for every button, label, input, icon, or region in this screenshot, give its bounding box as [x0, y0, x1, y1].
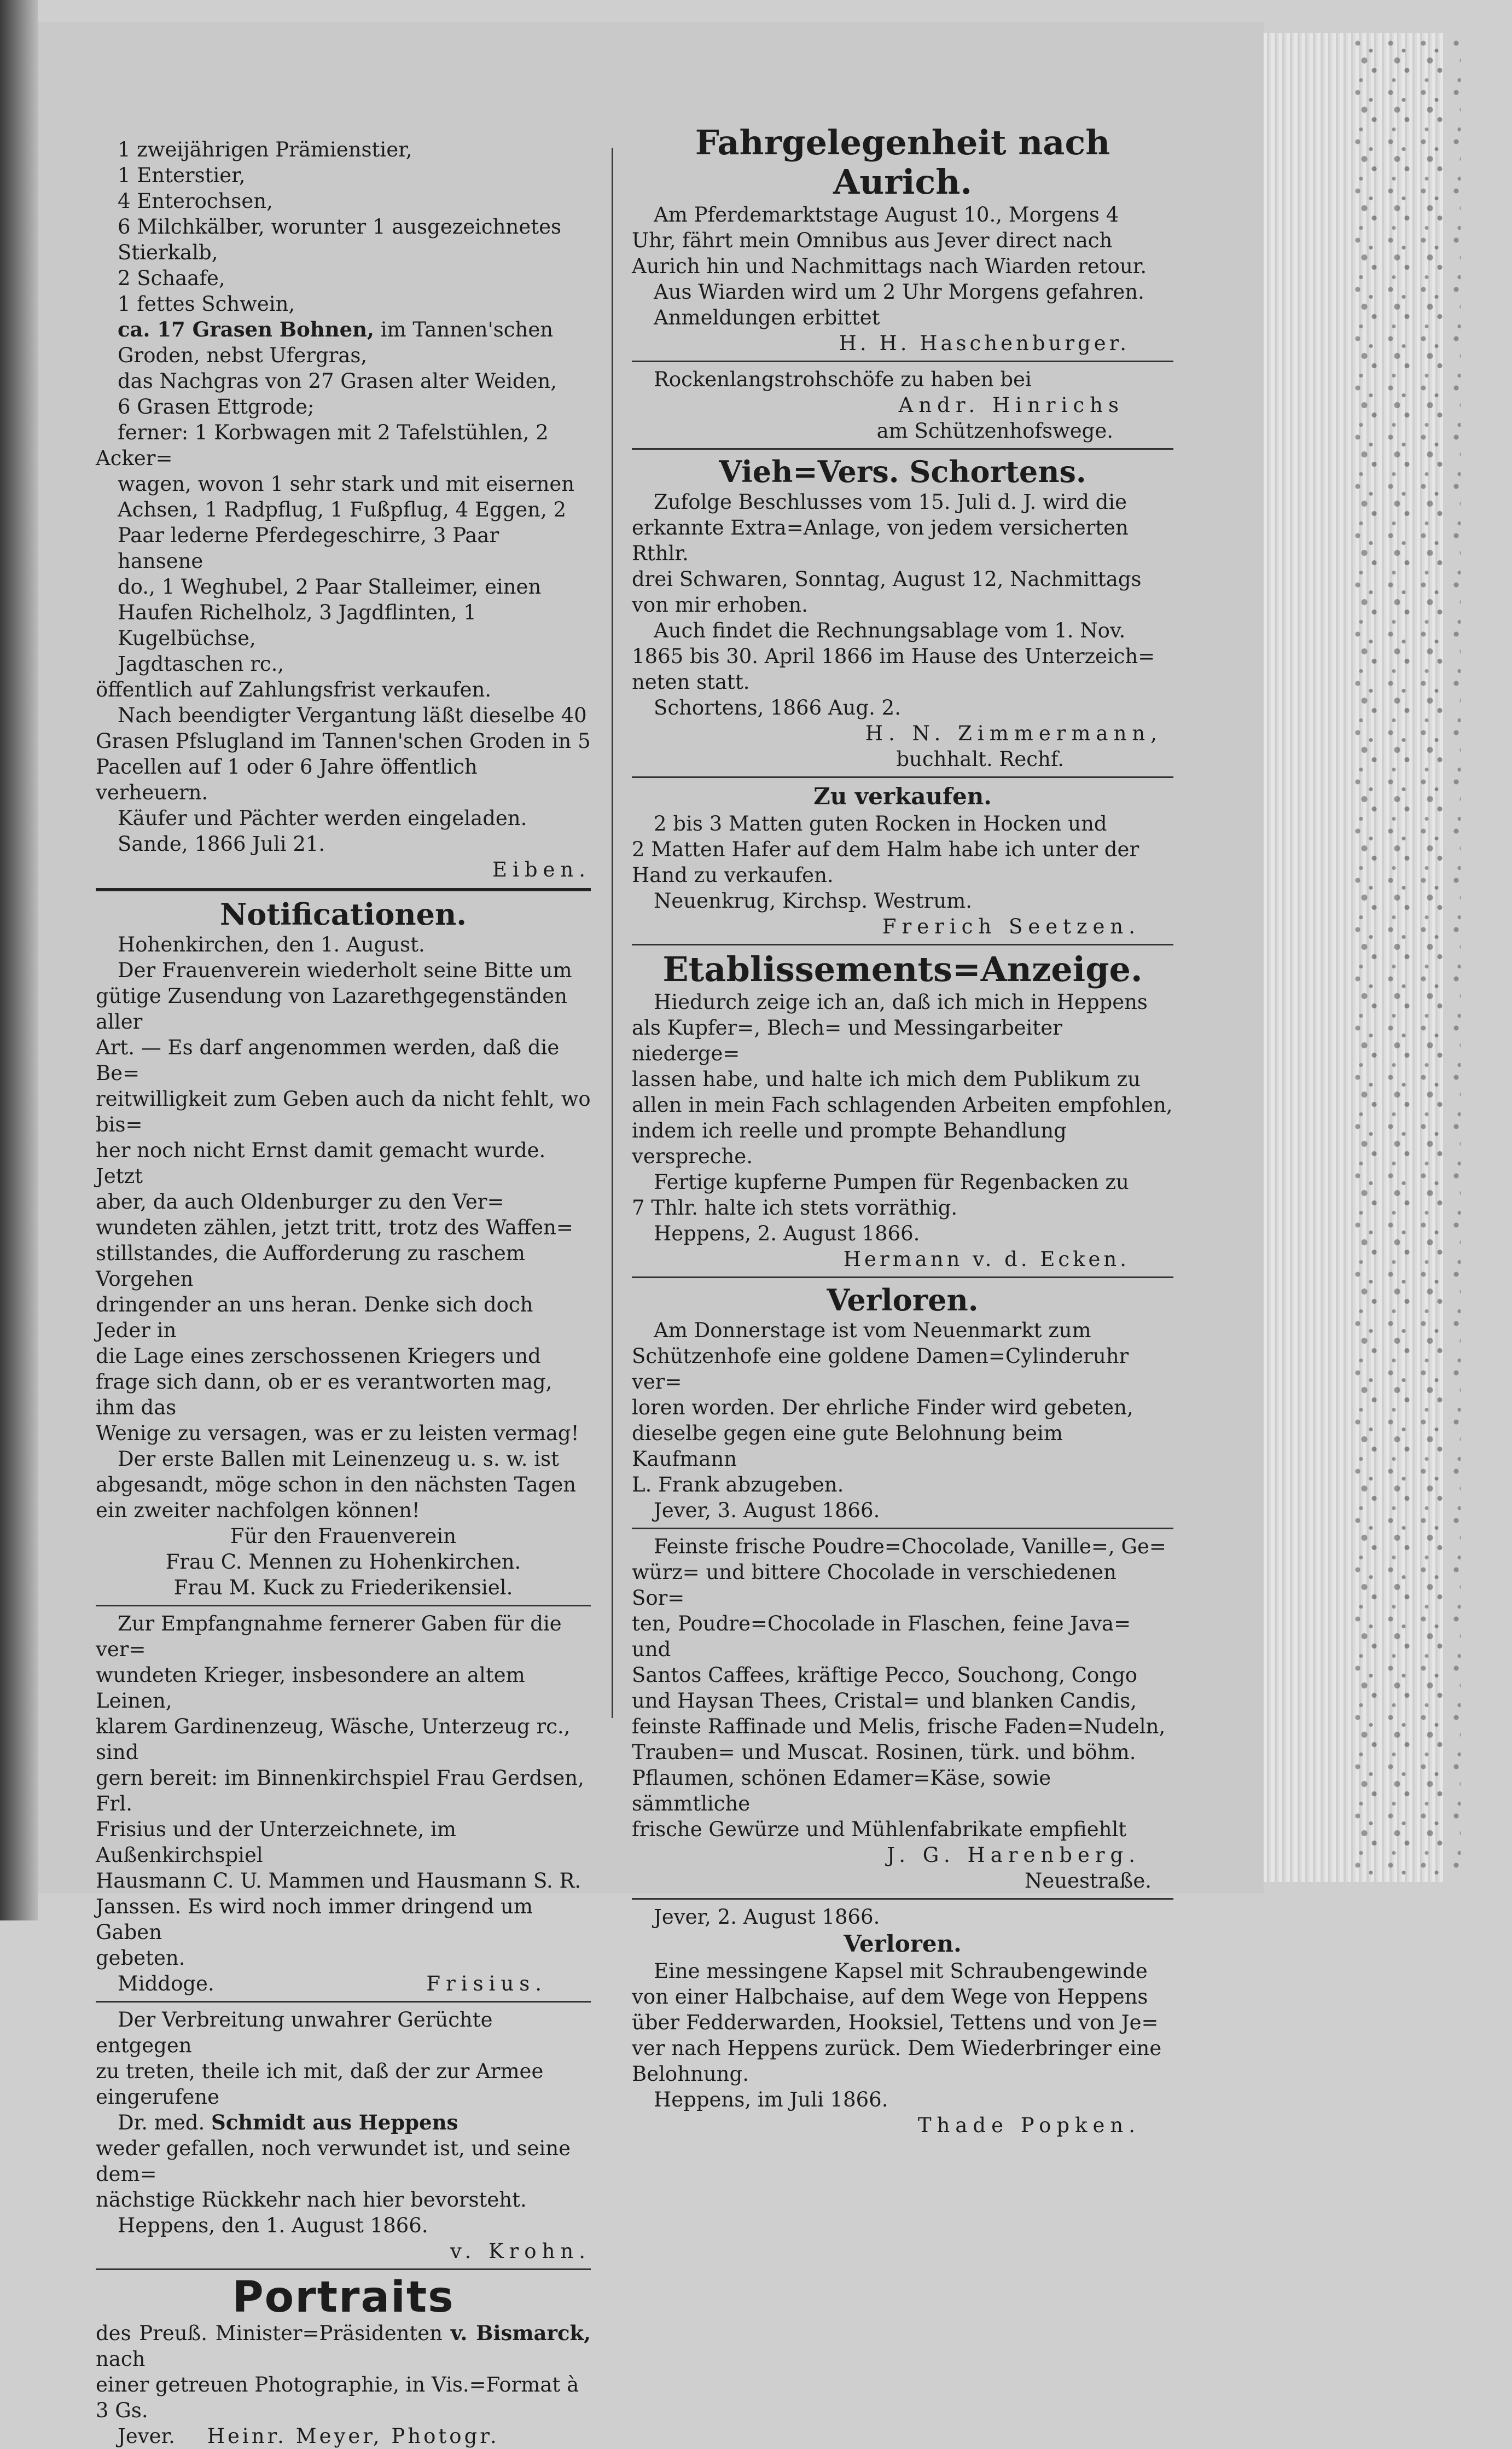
- text-line: von einer Halbchaise, auf dem Wege von Heppens: [632, 1985, 1148, 2009]
- text-line: Pflaumen, schönen Edamer=Käse, sowie sämmtliche: [632, 1766, 1051, 1815]
- text-line: Art. — Es darf angenommen werden, daß die Be=: [96, 1036, 560, 1085]
- text-line: Wenige zu versagen, was er zu leisten vermag!: [96, 1421, 579, 1445]
- signature-title: buchhalt. Rechf.: [896, 747, 1064, 771]
- empfangnahme-notice: [96, 1611, 591, 1997]
- text-line: Fertige kupferne Pumpen für Regenbacken zu: [654, 1170, 1129, 1194]
- text-line: Janssen. Es wird noch immer dringend um Gaben: [96, 1895, 533, 1944]
- text-line: klarem Gardinenzeug, Wäsche, Unterzeug rc., sind: [96, 1715, 571, 1764]
- etablissement-notice: [632, 989, 1173, 1272]
- text-line: Hiedurch zeige ich an, daß ich mich in Heppens: [654, 990, 1148, 1014]
- text-line: weder gefallen, noch verwundet ist, und seine dem=: [96, 2137, 571, 2186]
- bohnen-rest: im Tannen'schen: [380, 318, 554, 341]
- place-date: Neuenkrug, Kirchsp. Westrum.: [654, 889, 973, 913]
- text-line: Am Pferdemarktstage August 10., Morgens 4: [654, 203, 1119, 227]
- signature: H. H. Haschenburger.: [839, 332, 1130, 355]
- section-heading: Verloren.: [844, 1930, 962, 1957]
- auction-item: 6 Grasen Ettgrode;: [118, 395, 315, 419]
- text-line: Frisius und der Unterzeichnete, im Außenkirchspiel: [96, 1818, 456, 1867]
- nach-line: Pacellen auf 1 oder 6 Jahre öffentlich verheuern.: [96, 755, 478, 804]
- signature: Für den Frauenverein: [230, 1524, 457, 1548]
- section-rule: [632, 1276, 1173, 1278]
- place-date: Heppens, im Juli 1866.: [654, 2088, 888, 2111]
- section-heading: Notificationen.: [219, 897, 467, 932]
- signature: Frisius.: [426, 1972, 547, 1995]
- text-line: würz= und bittere Chocolade in verschiedenen Sor=: [632, 1560, 1117, 1610]
- text-line: her noch nicht Ernst damit gemacht wurde. Jetzt: [96, 1139, 546, 1188]
- text-line: über Fedderwarden, Hooksiel, Tettens und von Je=: [632, 2011, 1159, 2034]
- place-date: Heppens, 2. August 1866.: [654, 1222, 920, 1245]
- text-line: wundeten zählen, jetzt tritt, trotz des Waffen=: [96, 1216, 573, 1239]
- signature: Thade Popken.: [917, 2114, 1141, 2137]
- section-heading: Fahrgelegenheit nach Aurich.: [695, 123, 1110, 202]
- auction-list: [96, 137, 591, 883]
- text-line: Hand zu verkaufen.: [632, 863, 834, 887]
- text-line: frische Gewürze und Mühlenfabrikate empfiehlt: [632, 1818, 1127, 1841]
- text-line: Santos Caffees, kräftige Pecco, Souchong, Congo: [632, 1663, 1138, 1687]
- section-rule: [632, 361, 1173, 362]
- text-line: Der erste Ballen mit Leinenzeug u. s. w. ist: [118, 1447, 559, 1471]
- ferner-line: do., 1 Weghubel, 2 Paar Stalleimer, einen: [118, 575, 542, 599]
- signature: J. G. Harenberg.: [887, 1843, 1141, 1867]
- ferner-line: Paar lederne Pferdegeschirre, 3 Paar hansene: [118, 524, 499, 573]
- text-line: 1865 bis 30. April 1866 im Hause des Unterzeich=: [632, 645, 1155, 668]
- text-line: Auch findet die Rechnungsablage vom 1. Nov.: [654, 619, 1126, 642]
- title-prefix: Dr. med.: [118, 2111, 205, 2134]
- signature-line: [96, 2423, 591, 2449]
- portraits-ad: [96, 2274, 591, 2449]
- text-line: ein zweiter nachfolgen können!: [96, 1499, 420, 1522]
- chocolade-ad: [632, 1534, 1173, 1894]
- bohnen-line: [96, 317, 591, 343]
- signature: Andr. Hinrichs: [898, 393, 1124, 417]
- text-line: Rockenlangstrohschöfe zu haben bei: [654, 368, 1032, 391]
- text-line: gebeten.: [96, 1946, 185, 1970]
- signature-line: [96, 1971, 591, 1997]
- text-line: zu treten, theile ich mit, daß der zur Armee eingerufene: [96, 2059, 544, 2109]
- text-line: dringender an uns heran. Denke sich doch Jeder in: [96, 1293, 533, 1342]
- section-rule: [96, 2268, 591, 2270]
- section-heading: Zu verkaufen.: [813, 783, 992, 810]
- text-line: Zufolge Beschlusses vom 15. Juli d. J. wird die: [654, 490, 1127, 514]
- text-line: gern bereit: im Binnenkirchspiel Frau Gerdsen, Frl.: [96, 1766, 584, 1815]
- place-date: Jever, 2. August 1866.: [654, 1905, 880, 1929]
- text-line: 7 Thlr. halte ich stets vorräthig.: [632, 1196, 958, 1220]
- auction-item: 6 Milchkälber, worunter 1 ausgezeichnetes: [118, 215, 561, 239]
- ferner-line: Haufen Richelholz, 3 Jagdflinten, 1 Kugelbüchse,: [118, 601, 476, 650]
- text-line: Der Frauenverein wiederholt seine Bitte um: [118, 959, 572, 982]
- vieh-notice: [632, 489, 1173, 772]
- rocken-notice: [632, 367, 1173, 444]
- text-line: feinste Raffinade und Melis, frische Faden=Nudeln,: [632, 1715, 1166, 1738]
- text-line: loren worden. Der ehrliche Finder wird gebeten,: [632, 1396, 1133, 1419]
- text-line: indem ich reelle und prompte Behandlung verspreche.: [632, 1119, 1067, 1168]
- place-date: Heppens, den 1. August 1866.: [118, 2214, 428, 2237]
- signature: H. N. Zimmermann,: [865, 722, 1162, 745]
- text-line: von mir erhoben.: [632, 593, 808, 617]
- auction-item: 2 Schaafe,: [118, 266, 225, 290]
- text-line: Zur Empfangnahme fernerer Gaben für die ver=: [96, 1612, 562, 1661]
- nach-line: Grasen Pfslugland im Tannen'schen Groden in 5: [96, 729, 591, 753]
- kaeufer-line: Käufer und Pächter werden eingeladen.: [118, 806, 527, 830]
- text-line: neten statt.: [632, 670, 750, 694]
- kapsel-notice: [632, 1958, 1173, 2138]
- text-line: erkannte Extra=Anlage, von jedem versicherten Rthlr.: [632, 516, 1129, 565]
- schmidt-notice: [96, 2007, 591, 2264]
- ferner-line: Jagdtaschen rc.,: [118, 652, 284, 676]
- text-line: 2 bis 3 Matten guten Rocken in Hocken und: [654, 812, 1107, 835]
- section-rule: [632, 448, 1173, 450]
- foxing-spots: [1351, 38, 1461, 1877]
- text-line: Hausmann C. U. Mammen und Hausmann S. R.: [96, 1869, 581, 1893]
- address: am Schützenhofswege.: [876, 419, 1113, 443]
- signature: v. Krohn.: [450, 2239, 591, 2263]
- text-line: Schützenhofe eine goldene Damen=Cylinderuhr ver=: [632, 1344, 1129, 1394]
- place: Jever.: [118, 2424, 175, 2448]
- text-line: gütige Zusendung von Lazarethgegenständen aller: [96, 984, 567, 1034]
- person-name: Schmidt aus Heppens: [211, 2110, 458, 2134]
- auction-item: Stierkalb,: [118, 241, 218, 264]
- text-line: Anmeldungen erbittet: [654, 306, 880, 329]
- text-line: ten, Poudre=Chocolade in Flaschen, feine Java= und: [632, 1612, 1131, 1661]
- section-heading: Verloren.: [827, 1282, 979, 1318]
- text-line: abgesandt, möge schon in den nächsten Tagen: [96, 1473, 577, 1496]
- auction-item: 1 Enterstier,: [118, 164, 246, 187]
- place-date: Hohenkirchen, den 1. August.: [118, 933, 425, 956]
- signature: Eiben.: [492, 858, 591, 881]
- text-line: nächstige Rückkehr nach hier bevorsteht.: [96, 2188, 527, 2212]
- text-line: ver nach Heppens zurück. Dem Wiederbringer eine: [632, 2036, 1162, 2060]
- signature: Heinr. Meyer, Photogr.: [207, 2424, 499, 2448]
- right-column: [632, 123, 1173, 2138]
- ferner-line: Achsen, 1 Radpflug, 1 Fußpflug, 4 Eggen, 2: [118, 498, 567, 521]
- section-rule: [632, 1898, 1173, 1900]
- text-line: 2 Matten Hafer auf dem Halm habe ich unter der: [632, 838, 1139, 861]
- text: des Preuß. Minister=Präsidenten: [96, 2322, 443, 2345]
- signature: Frau C. Mennen zu Hohenkirchen.: [165, 1550, 521, 1574]
- text-line: L. Frank abzugeben.: [632, 1473, 844, 1496]
- text-line: Trauben= und Muscat. Rosinen, türk. und böhm.: [632, 1740, 1136, 1764]
- text-line: Uhr, fährt mein Omnibus aus Jever direct nach: [632, 229, 1113, 252]
- text: nach: [96, 2347, 146, 2371]
- signature: Frerich Seetzen.: [882, 915, 1141, 938]
- text-line: Am Donnerstage ist vom Neuenmarkt zum: [654, 1319, 1091, 1342]
- text-line: einer getreuen Photographie, in Vis.=Format à 3 Gs.: [96, 2373, 579, 2422]
- text-line: allen in mein Fach schlagenden Arbeiten empfohlen,: [632, 1093, 1173, 1117]
- place-date: Sande, 1866 Juli 21.: [118, 832, 325, 856]
- signature: Frau M. Kuck zu Friederikensiel.: [173, 1576, 513, 1599]
- address: Neuestraße.: [1025, 1869, 1152, 1893]
- text-line: und Haysan Thees, Cristal= und blanken Candis,: [632, 1689, 1137, 1713]
- place-date: Jever, 3. August 1866.: [654, 1499, 880, 1522]
- text-line: wundeten Krieger, insbesondere an altem Leinen,: [96, 1663, 525, 1713]
- section-rule: [96, 888, 591, 891]
- section-rule: [96, 1605, 591, 1606]
- place-date: Schortens, 1866 Aug. 2.: [654, 696, 901, 719]
- text-line: dieselbe gegen eine gute Belohnung beim Kaufmann: [632, 1421, 1063, 1471]
- text-line: lassen habe, und halte ich mich dem Publikum zu: [632, 1067, 1141, 1091]
- text-line: die Lage eines zerschossenen Kriegers und: [96, 1344, 541, 1368]
- fahrgelegenheit-notice: [632, 202, 1173, 356]
- bohnen-bold: ca. 17 Grasen Bohnen,: [118, 317, 374, 341]
- person-name: v. Bismarck,: [450, 2321, 591, 2345]
- text-line: Aurich hin und Nachmittags nach Wiarden retour.: [632, 254, 1147, 278]
- section-rule: [96, 2001, 591, 2003]
- auction-item: Groden, nebst Ufergras,: [118, 344, 368, 367]
- auction-item: 1 fettes Schwein,: [118, 292, 295, 316]
- ad-heading: Portraits: [232, 2273, 455, 2322]
- section-rule: [632, 944, 1173, 945]
- text-line: [96, 2320, 591, 2372]
- text-line: Belohnung.: [632, 2062, 749, 2086]
- place: Middoge.: [118, 1972, 214, 1995]
- ferner-line: wagen, wovon 1 sehr stark und mit eisernen: [118, 472, 575, 496]
- verkaufen-line: öffentlich auf Zahlungsfrist verkaufen.: [96, 678, 492, 701]
- text-line: als Kupfer=, Blech= und Messingarbeiter niederge=: [632, 1016, 1062, 1065]
- text-line: Aus Wiarden wird um 2 Uhr Morgens gefahren.: [654, 280, 1144, 304]
- text-line: Der Verbreitung unwahrer Gerüchte entgegen: [96, 2008, 493, 2057]
- ferner-line: ferner: 1 Korbwagen mit 2 Tafelstühlen, 2 Acker=: [96, 421, 549, 470]
- scan-binding-edge: [0, 0, 38, 1920]
- auction-item: 4 Enterochsen,: [118, 189, 273, 213]
- text-line: Feinste frische Poudre=Chocolade, Vanille=, Ge=: [654, 1535, 1166, 1558]
- nach-line: Nach beendigter Vergantung läßt dieselbe 40: [118, 704, 587, 727]
- name-line: [96, 2110, 591, 2135]
- text-line: drei Schwaren, Sonntag, August 12, Nachmittags: [632, 567, 1142, 591]
- text-line: frage sich dann, ob er es verantworten mag, ihm das: [96, 1370, 553, 1419]
- frauenverein-notice: [96, 957, 591, 1600]
- auction-item: das Nachgras von 27 Grasen alter Weiden,: [118, 369, 557, 393]
- section-heading: Vieh=Vers. Schortens.: [719, 454, 1086, 489]
- auction-item: 1 zweijährigen Prämienstier,: [118, 138, 412, 161]
- verkaufen-notice: [632, 811, 1173, 939]
- section-heading: Etablissements=Anzeige.: [662, 949, 1143, 989]
- text-line: reitwilligkeit zum Geben auch da nicht fehlt, wo bis=: [96, 1087, 591, 1136]
- text-line: stillstandes, die Aufforderung zu raschem Vorgehen: [96, 1241, 525, 1291]
- section-rule: [632, 1528, 1173, 1529]
- text-line: Eine messingene Kapsel mit Schraubengewinde: [654, 1959, 1148, 1983]
- text-line: aber, da auch Oldenburger zu den Ver=: [96, 1190, 504, 1214]
- section-rule: [632, 776, 1173, 778]
- left-column: [96, 137, 591, 2449]
- verloren-notice: [632, 1318, 1173, 1523]
- column-divider: [612, 148, 613, 1718]
- signature: Hermann v. d. Ecken.: [843, 1247, 1130, 1271]
